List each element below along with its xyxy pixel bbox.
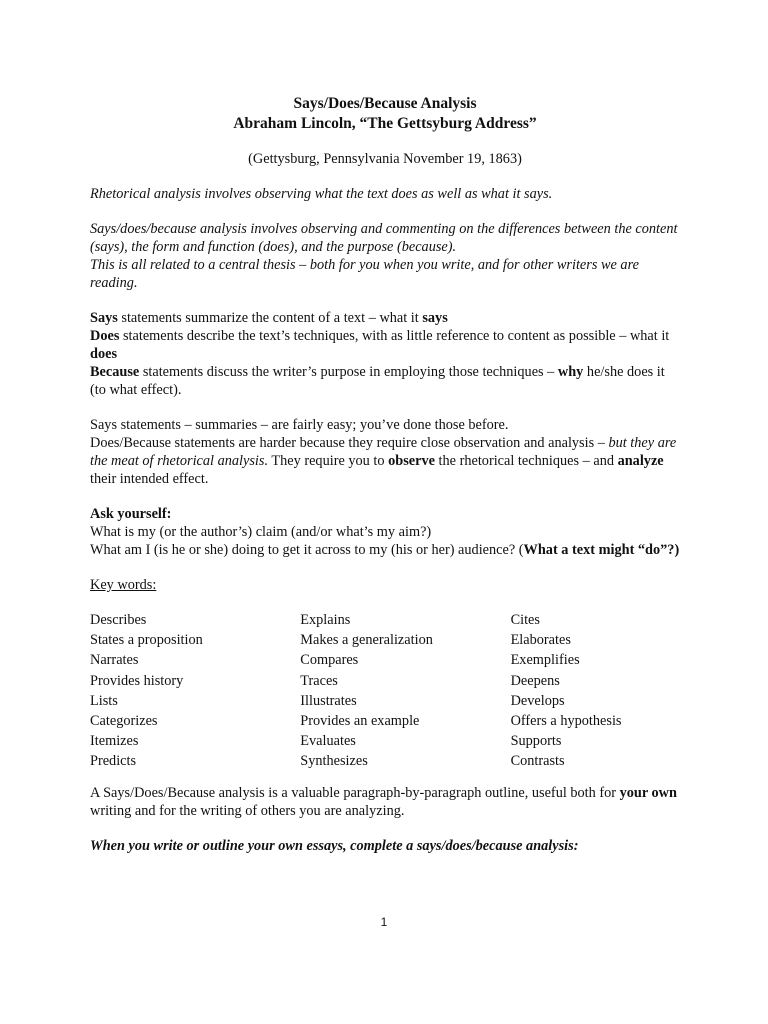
- because-why: why: [557, 364, 584, 380]
- says-term: Says: [90, 310, 118, 326]
- ask-question-2: [90, 541, 680, 559]
- key-word: Categorizes: [90, 713, 158, 730]
- title-line-1: Says/Does/Because Analysis: [293, 95, 477, 112]
- date-line: (Gettysburg, Pennsylvania November 19, 1863): [248, 151, 522, 167]
- difficulty-paragraph: [90, 434, 680, 488]
- because-end: he/she does it (to what effect).: [90, 364, 665, 398]
- key-word: Predicts: [90, 753, 137, 770]
- key-word: Elaborates: [510, 632, 571, 649]
- key-words-column-3: [511, 610, 680, 772]
- difficulty-d: their intended effect.: [90, 471, 209, 487]
- page-number: 1: [380, 915, 388, 929]
- closing-bold: your own: [619, 784, 677, 801]
- closing-instruction: When you write or outline your own essays, complete a says/does/because analysis:: [90, 837, 579, 854]
- key-word: Itemizes: [90, 733, 139, 750]
- closing-paragraph: [90, 784, 680, 820]
- does-term: Does: [90, 328, 120, 344]
- difficulty-italic: but they are the meat of rhetorical analysis.: [90, 435, 677, 469]
- key-word: Supports: [510, 733, 562, 750]
- does-end: does: [90, 346, 118, 362]
- intro-paragraph-3: This is all related to a central thesis – both for you when you write, and for other writers we are reading.: [90, 257, 639, 291]
- document-title: [90, 94, 680, 134]
- because-text: statements discuss the writer’s purpose in employing those techniques –: [139, 364, 558, 380]
- says-end: says: [422, 310, 448, 326]
- key-word: Offers a hypothesis: [510, 713, 622, 730]
- key-words-list: [90, 610, 680, 772]
- key-word: Makes a generalization: [300, 632, 433, 649]
- does-text: statements describe the text’s techniques, with as little reference to content as possible – what it: [119, 328, 670, 344]
- key-word: Contrasts: [510, 753, 565, 770]
- ask-question-1: What is my (or the author’s) claim (and/or what’s my aim?): [90, 524, 432, 540]
- difficulty-b: They require you to: [268, 453, 389, 469]
- key-word: Cites: [510, 612, 540, 628]
- says-text: statements summarize the content of a text – what it: [117, 310, 423, 326]
- intro-paragraph-2: Says/does/because analysis involves observing and commenting on the differences between the content (says), the form and function (does), and the purpose (because).: [90, 221, 678, 255]
- closing-a: A Says/Does/Because analysis is a valuable paragraph-by-paragraph outline, useful both for: [90, 784, 620, 801]
- key-word: Synthesizes: [300, 753, 368, 770]
- ask-question-2-bold: What a text might “do”?): [523, 542, 680, 558]
- analyze-word: analyze: [617, 453, 664, 469]
- intro-paragraph-1: Rhetorical analysis involves observing what the text does as well as what it says.: [90, 186, 553, 202]
- difficulty-c: the rhetorical techniques – and: [434, 453, 618, 469]
- key-word: Evaluates: [300, 733, 356, 750]
- observe-word: observe: [388, 453, 435, 469]
- key-word: Compares: [300, 652, 359, 669]
- closing-b: writing and for the writing of others you are analyzing.: [90, 802, 405, 819]
- key-words-heading: Key words:: [90, 577, 157, 593]
- key-word: Explains: [300, 612, 351, 628]
- says-definition: [90, 309, 680, 327]
- key-word: Describes: [90, 612, 147, 628]
- key-word: Illustrates: [300, 692, 357, 709]
- key-words-column-2: [300, 610, 510, 772]
- does-definition: [90, 327, 680, 363]
- key-word: Provides an example: [300, 713, 420, 730]
- title-line-2: Abraham Lincoln, “The Gettsyburg Address”: [233, 115, 537, 132]
- because-term: Because: [90, 364, 140, 380]
- key-word: Lists: [90, 692, 118, 709]
- ask-question-2-text: What am I (is he or she) doing to get it across to my (his or her) audience? (: [90, 542, 524, 558]
- key-word: Exemplifies: [510, 652, 580, 669]
- key-word: States a proposition: [90, 632, 203, 649]
- difficulty-line-1: Says statements – summaries – are fairly easy; you’ve done those before.: [90, 417, 509, 433]
- key-word: Provides history: [90, 672, 184, 689]
- key-word: Traces: [300, 672, 338, 689]
- key-words-column-1: [90, 610, 300, 772]
- ask-yourself-heading: Ask yourself:: [90, 506, 172, 522]
- key-word: Deepens: [510, 672, 560, 689]
- document-page: [90, 94, 680, 855]
- difficulty-a: Does/Because statements are harder because they require close observation and analysis –: [90, 435, 609, 451]
- because-definition: [90, 363, 680, 399]
- key-word: Narrates: [90, 652, 139, 669]
- key-word: Develops: [510, 692, 565, 709]
